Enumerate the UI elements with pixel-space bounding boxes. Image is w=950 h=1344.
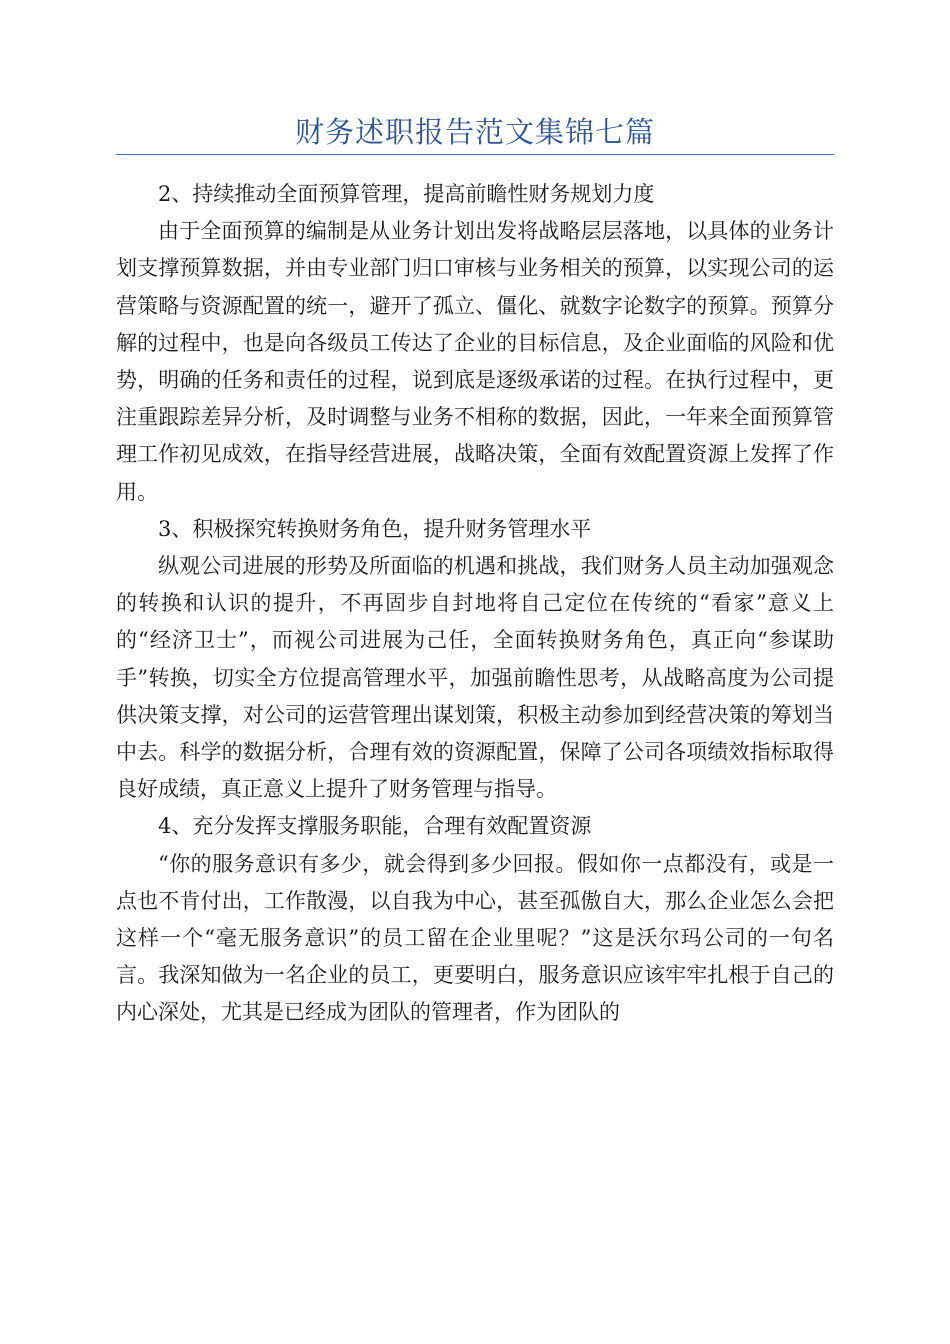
section-heading: 4、充分发挥支撑服务职能，合理有效配置资源 <box>158 814 592 839</box>
section-paragraph: 由于全面预算的编制是从业务计划出发将战略层层落地，以具体的业务计划支撑预算数据，并由专业部门归口审核与业务相关的预算，以实现公司的运营策略与资源配置的统一，避开了孤立、僵化、就数字论数字的预算。预算分解的过程中，也是向各级员工传达了企业的目标信息，及企业面临的风险和优势，明确的任务和责任的过程，说到底是逐级承诺的过程。在执行过程中，更注重跟踪差异分析，及时调整与业务不相称的数据，因此，一年来全面预算管理工作初见成效，在指导经营进展，战略决策，全面有效配置资源上发挥了作用。 <box>116 219 834 504</box>
section-heading: 2、持续推动全面预算管理，提高前瞻性财务规划力度 <box>158 182 655 206</box>
document-body <box>116 176 834 1032</box>
document-title: 财务述职报告范文集锦七篇 <box>294 115 655 149</box>
section-paragraph: 纵观公司进展的形势及所面临的机遇和挑战，我们财务人员主动加强观念的转换和认识的提升，不再固步自封地将自己定位在传统的“看家”意义上的“经济卫士”，而视公司进展为己任，全面转换财务角色，真正向“参谋助手”转换，切实全方位提高管理水平，加强前瞻性思考，从战略高度为公司提供决策支撑，对公司的运营管理出谋划策，积极主动参加到经营决策的筹划当中去。科学的数据分析，合理有效的资源配置，保障了公司各项绩效指标取得良好成绩，真正意义上提升了财务管理与指导。 <box>116 554 834 802</box>
section-heading: 3、积极探究转换财务角色，提升财务管理水平 <box>158 516 592 541</box>
title-underline <box>116 154 834 155</box>
section-paragraph: “你的服务意识有多少，就会得到多少回报。假如你一点都没有，或是一点也不肯付出，工作散漫，以自我为中心，甚至孤傲自大，那么企业怎么会把这样一个“毫无服务意识”的员工留在企业里呢？”这是沃尔玛公司的一句名言。我深知做为一名企业的员工，更要明白，服务意识应该牢牢扎根于自己的内心深处，尤其是已经成为团队的管理者，作为团队的 <box>116 851 834 1025</box>
